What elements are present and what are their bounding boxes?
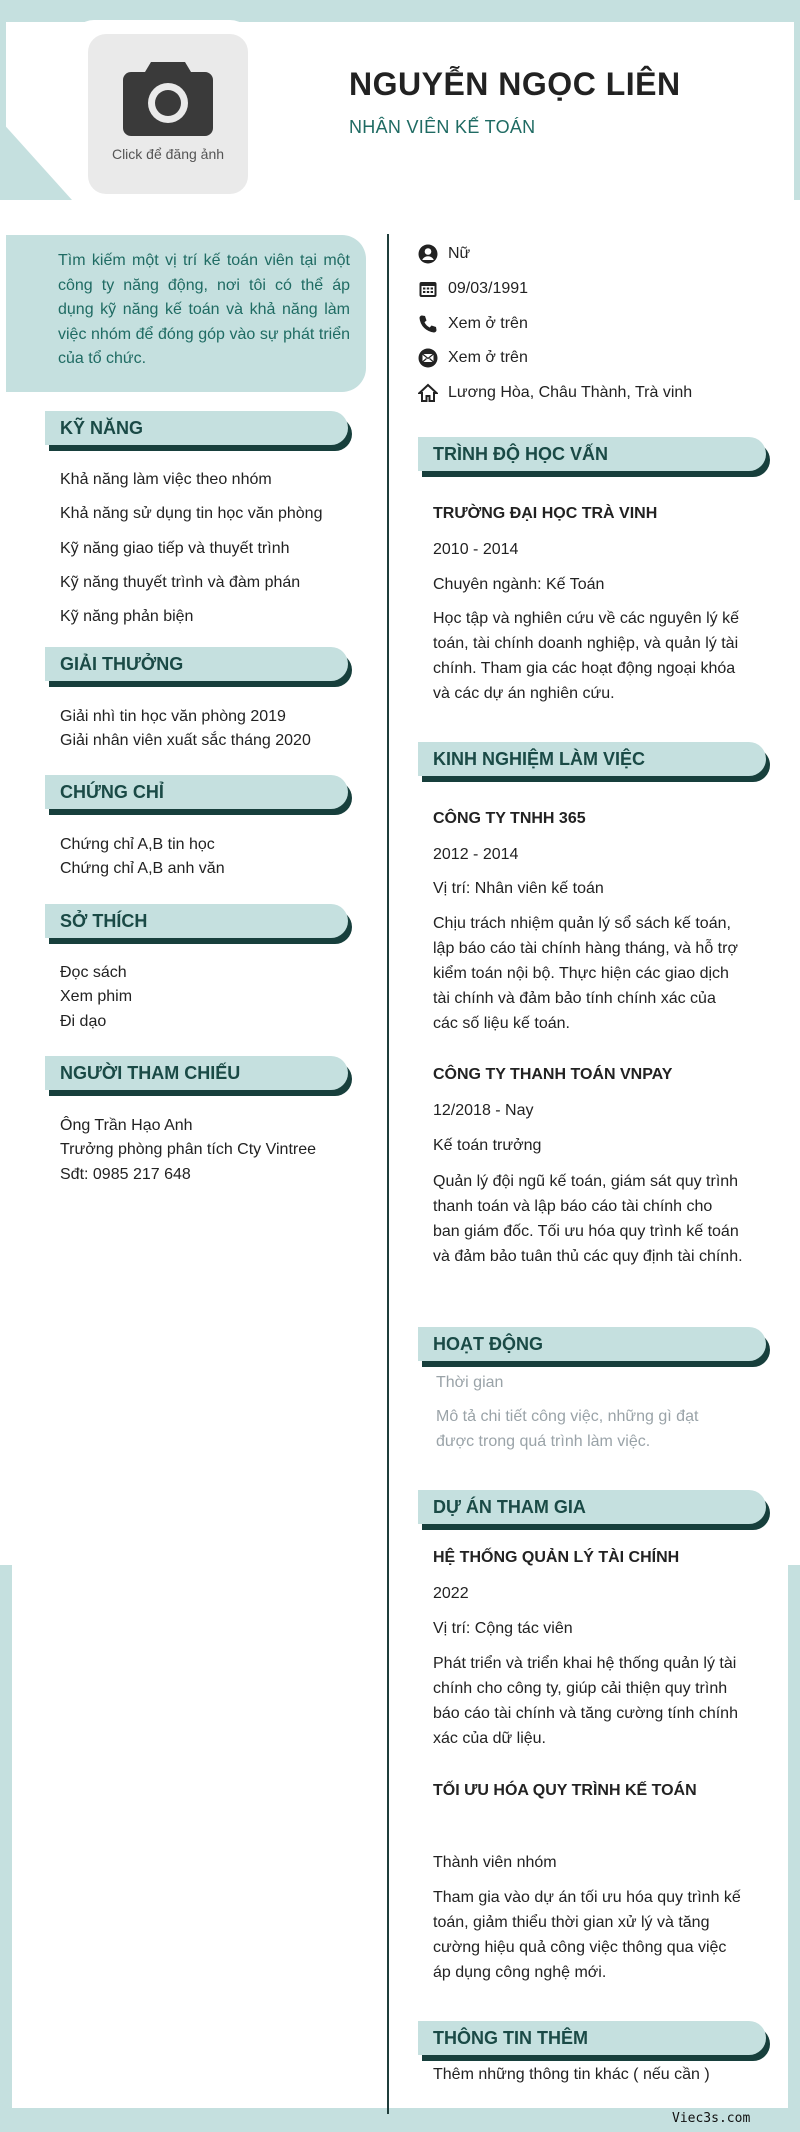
job-title: NHÂN VIÊN KẾ TOÁN (349, 117, 536, 137)
project-name: HỆ THỐNG QUẢN LÝ TÀI CHÍNH (433, 1549, 680, 1566)
section-title: KỸ NĂNG (60, 418, 144, 438)
project-role: Vị trí: Cộng tác viên (433, 1620, 573, 1637)
email-icon (418, 348, 438, 368)
list-item: Kỹ năng thuyết trình và đàm phán (60, 574, 301, 591)
list-item: Khả năng sử dụng tin học văn phòng (60, 505, 323, 522)
birthday-value: 09/03/1991 (448, 280, 529, 297)
list-item: Khả năng làm việc theo nhóm (60, 471, 272, 488)
list-item: Chứng chỉ A,B tin học (60, 836, 215, 853)
career-objective (6, 235, 366, 392)
job-description: Chịu trách nhiệm quản lý sổ sách kế toán, lập báo cáo tài chính hàng tháng, và hỗ trợ kiểm toán nội bộ. Thực hiện các giao dịch tài chính và đảm bảo tính chính xác của các số liệu kế toán. (433, 915, 738, 1032)
career-objective-text: Tìm kiếm một vị trí kế toán viên tại một công ty năng động, nơi tôi có thể áp dụng kỹ năng kế toán và khả năng làm việc nhóm để đóng góp vào sự phát triển của tổ chức. (58, 252, 350, 367)
frame-right-bottom (788, 1565, 800, 2132)
home-icon (418, 383, 438, 403)
section-header-extra (418, 2021, 766, 2055)
section-header-references (45, 1056, 348, 1090)
school-name: TRƯỜNG ĐẠI HỌC TRÀ VINH (433, 505, 658, 522)
project-description: Phát triển và triển khai hệ thống quản lý tài chính cho công ty, giúp cải thiện quy trình báo cáo tài chính và tăng cường tính chính xác của dữ liệu. (433, 1655, 738, 1747)
project-year: 2022 (433, 1585, 469, 1602)
section-header-education (418, 437, 766, 471)
job-period: 12/2018 - Nay (433, 1102, 534, 1119)
corner-decoration (0, 120, 72, 200)
job-period: 2012 - 2014 (433, 846, 519, 863)
activity-description-placeholder[interactable]: Mô tả chi tiết công việc, những gì đạt được trong quá trình làm việc. (436, 1408, 699, 1450)
education-period: 2010 - 2014 (433, 541, 519, 558)
project-description: Tham gia vào dự án tối ưu hóa quy trình kế toán, giảm thiểu thời gian xử lý và tăng cường hiệu quả công việc thông qua việc áp dụng công nghệ mới. (433, 1889, 741, 1981)
email-value: Xem ở trên (448, 349, 528, 366)
frame-top (0, 0, 800, 22)
section-title: TRÌNH ĐỘ HỌC VẤN (433, 444, 608, 464)
calendar-icon (418, 279, 438, 299)
list-item: Sđt: 0985 217 648 (60, 1166, 191, 1183)
section-title: SỞ THÍCH (60, 911, 148, 931)
job-position: Kế toán trưởng (433, 1137, 542, 1154)
phone-value: Xem ở trên (448, 315, 528, 332)
list-item: Xem phim (60, 988, 133, 1005)
list-item: Đọc sách (60, 964, 127, 981)
list-item: Giải nhân viên xuất sắc tháng 2020 (60, 732, 311, 749)
list-item: Trưởng phòng phân tích Cty Vintree (60, 1141, 317, 1158)
project-role: Thành viên nhóm (433, 1854, 557, 1871)
section-title: HOẠT ĐỘNG (433, 1334, 543, 1354)
section-title: CHỨNG CHỈ (60, 782, 164, 802)
project-name: TỐI ƯU HÓA QUY TRÌNH KẾ TOÁN (433, 1782, 697, 1799)
camera-icon (121, 58, 215, 140)
section-title: GIẢI THƯỞNG (60, 654, 184, 674)
education-major: Chuyên ngành: Kế Toán (433, 576, 605, 593)
section-header-experience (418, 742, 766, 776)
frame-right-top (794, 0, 800, 200)
job-position: Vị trí: Nhân viên kế toán (433, 880, 604, 897)
section-header-activities (418, 1327, 766, 1361)
gender-value: Nữ (448, 245, 471, 262)
frame-left-bottom (0, 1565, 12, 2132)
list-item: Chứng chỉ A,B anh văn (60, 860, 225, 877)
company-name: CÔNG TY THANH TOÁN VNPAY (433, 1066, 673, 1083)
address-value: Lương Hòa, Châu Thành, Trà vinh (448, 384, 693, 401)
section-title: DỰ ÁN THAM GIA (433, 1497, 586, 1517)
list-item: Kỹ năng phản biện (60, 608, 194, 625)
extra-info-text: Thêm những thông tin khác ( nếu cần ) (433, 2066, 710, 2083)
section-header-awards (45, 647, 348, 681)
phone-icon (418, 314, 438, 334)
company-name: CÔNG TY TNHH 365 (433, 810, 586, 827)
photo-upload[interactable] (88, 34, 248, 194)
section-header-projects (418, 1490, 766, 1524)
activity-time-placeholder[interactable]: Thời gian (436, 1374, 504, 1391)
section-header-certificates (45, 775, 348, 809)
section-title: THÔNG TIN THÊM (433, 2028, 588, 2048)
user-icon (418, 244, 438, 264)
job-description: Quản lý đội ngũ kế toán, giám sát quy trình thanh toán và lập báo cáo tài chính cho ban giám đốc. Tối ưu hóa quy trình kế toán và đảm bảo tuân thủ các quy định tài chính. (433, 1173, 743, 1265)
column-divider (387, 234, 389, 2114)
section-header-skills (45, 411, 348, 445)
list-item: Đi dạo (60, 1013, 107, 1030)
education-description: Học tập và nghiên cứu về các nguyên lý kế toán, tài chính doanh nghiệp, và quản lý tài chính. Tham gia các hoạt động ngoại khóa và các dự án nghiên cứu. (433, 610, 739, 702)
section-title: KINH NGHIỆM LÀM VIỆC (433, 749, 646, 769)
section-header-hobbies (45, 904, 348, 938)
section-title: NGƯỜI THAM CHIẾU (60, 1063, 241, 1083)
list-item: Ông Trần Hạo Anh (60, 1117, 193, 1134)
list-item: Kỹ năng giao tiếp và thuyết trình (60, 540, 290, 557)
list-item: Giải nhì tin học văn phòng 2019 (60, 708, 286, 725)
photo-upload-label: Click để đăng ảnh (111, 146, 225, 162)
candidate-name: NGUYỄN NGỌC LIÊN (349, 66, 681, 102)
watermark-text: Viec3s.com (672, 2111, 751, 2126)
